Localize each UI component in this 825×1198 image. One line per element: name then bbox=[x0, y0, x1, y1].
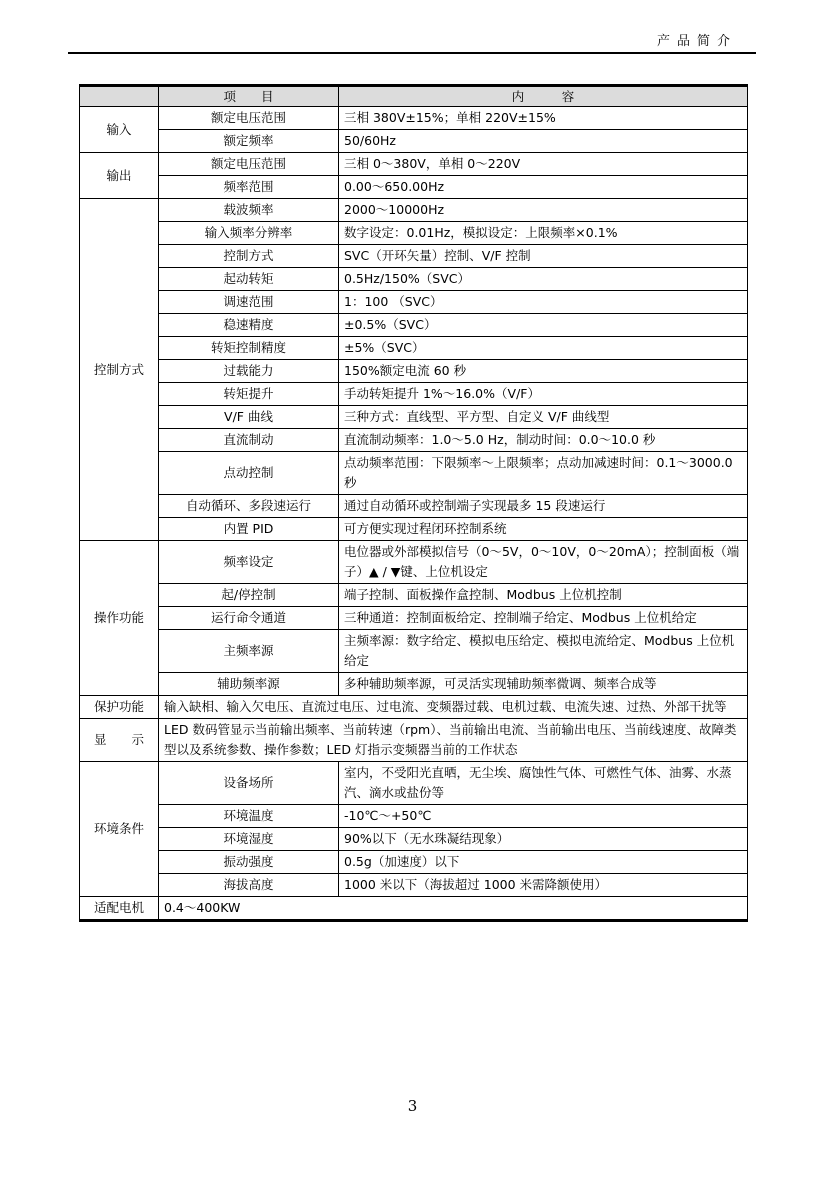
item-cell: 稳速精度 bbox=[159, 314, 339, 337]
item-cell: 起/停控制 bbox=[159, 584, 339, 607]
content-cell: 50/60Hz bbox=[339, 130, 748, 153]
content-cell: 主频率源：数字给定、模拟电压给定、模拟电流给定、Modbus 上位机给定 bbox=[339, 630, 748, 673]
table-row bbox=[80, 897, 748, 921]
item-cell: 辅助频率源 bbox=[159, 673, 339, 696]
content-cell: LED 数码管显示当前输出频率、当前转速（rpm）、当前输出电流、当前输出电压、当前线速度、故障类型以及系统参数、操作参数；LED 灯指示变频器当前的工作状态 bbox=[159, 719, 748, 762]
content-cell: 端子控制、面板操作盒控制、Modbus 上位机控制 bbox=[339, 584, 748, 607]
header-item-cell: 项 目 bbox=[159, 86, 339, 107]
table-row bbox=[80, 383, 748, 406]
item-cell: 载波频率 bbox=[159, 199, 339, 222]
item-cell: 输入频率分辨率 bbox=[159, 222, 339, 245]
item-cell: 海拔高度 bbox=[159, 874, 339, 897]
content-cell: 90%以下（无水珠凝结现象） bbox=[339, 828, 748, 851]
table-row bbox=[80, 673, 748, 696]
content-cell: 0.5Hz/150%（SVC） bbox=[339, 268, 748, 291]
item-cell: 内置 PID bbox=[159, 518, 339, 541]
content-cell: 150%额定电流 60 秒 bbox=[339, 360, 748, 383]
table-row bbox=[80, 584, 748, 607]
table-row bbox=[80, 199, 748, 222]
table-row bbox=[80, 719, 748, 762]
table-header-row bbox=[80, 86, 748, 107]
page-header-title: 产品简介 bbox=[656, 34, 737, 49]
table-row bbox=[80, 518, 748, 541]
table-row bbox=[80, 337, 748, 360]
item-cell: 控制方式 bbox=[159, 245, 339, 268]
content-cell: 三相 0～380V，单相 0～220V bbox=[339, 153, 748, 176]
content-cell: 电位器或外部模拟信号（0～5V，0～10V，0～20mA）；控制面板（端子）▲ / ▼键、上位机设定 bbox=[339, 541, 748, 584]
content-cell: 0.5g（加速度）以下 bbox=[339, 851, 748, 874]
table-row bbox=[80, 607, 748, 630]
category-cell: 显 示 bbox=[80, 719, 159, 762]
content-cell: 三种通道：控制面板给定、控制端子给定、Modbus 上位机给定 bbox=[339, 607, 748, 630]
content-cell: 1000 米以下（海拔超过 1000 米需降额使用） bbox=[339, 874, 748, 897]
item-cell: 自动循环、多段速运行 bbox=[159, 495, 339, 518]
category-cell: 操作功能 bbox=[80, 541, 159, 696]
table-row bbox=[80, 828, 748, 851]
table-row bbox=[80, 874, 748, 897]
content-cell: 0.00～650.00Hz bbox=[339, 176, 748, 199]
table-row bbox=[80, 429, 748, 452]
table-row bbox=[80, 176, 748, 199]
item-cell: 额定频率 bbox=[159, 130, 339, 153]
item-cell: 额定电压范围 bbox=[159, 153, 339, 176]
content-cell: 可方便实现过程闭环控制系统 bbox=[339, 518, 748, 541]
content-cell: 数字设定：0.01Hz，模拟设定：上限频率×0.1% bbox=[339, 222, 748, 245]
table-row bbox=[80, 107, 748, 130]
item-cell: 直流制动 bbox=[159, 429, 339, 452]
table-row bbox=[80, 406, 748, 429]
table-row bbox=[80, 805, 748, 828]
content-cell: ±5%（SVC） bbox=[339, 337, 748, 360]
content-cell: 直流制动频率：1.0～5.0 Hz，制动时间：0.0～10.0 秒 bbox=[339, 429, 748, 452]
category-cell: 环境条件 bbox=[80, 762, 159, 897]
table-row bbox=[80, 314, 748, 337]
content-cell: 输入缺相、输入欠电压、直流过电压、过电流、变频器过载、电机过载、电流失速、过热、外部干扰等 bbox=[159, 696, 748, 719]
content-cell: -10℃～+50℃ bbox=[339, 805, 748, 828]
item-cell: 点动控制 bbox=[159, 452, 339, 495]
item-cell: 频率设定 bbox=[159, 541, 339, 584]
table-row bbox=[80, 360, 748, 383]
table-row bbox=[80, 696, 748, 719]
table-row bbox=[80, 762, 748, 805]
category-cell: 输入 bbox=[80, 107, 159, 153]
content-cell: SVC（开环矢量）控制、V/F 控制 bbox=[339, 245, 748, 268]
item-cell: 起动转矩 bbox=[159, 268, 339, 291]
header-rule bbox=[68, 52, 756, 54]
table-row bbox=[80, 452, 748, 495]
item-cell: 转矩控制精度 bbox=[159, 337, 339, 360]
item-cell: 运行命令通道 bbox=[159, 607, 339, 630]
content-cell: 点动频率范围：下限频率～上限频率；点动加减速时间：0.1～3000.0 秒 bbox=[339, 452, 748, 495]
content-cell: 三相 380V±15%；单相 220V±15% bbox=[339, 107, 748, 130]
content-cell: 三种方式：直线型、平方型、自定义 V/F 曲线型 bbox=[339, 406, 748, 429]
content-cell: 1：100 （SVC） bbox=[339, 291, 748, 314]
item-cell: 额定电压范围 bbox=[159, 107, 339, 130]
item-cell: 主频率源 bbox=[159, 630, 339, 673]
item-cell: 转矩提升 bbox=[159, 383, 339, 406]
table-row bbox=[80, 153, 748, 176]
category-cell: 保护功能 bbox=[80, 696, 159, 719]
table-row bbox=[80, 495, 748, 518]
item-cell: 调速范围 bbox=[159, 291, 339, 314]
content-cell: 通过自动循环或控制端子实现最多 15 段速运行 bbox=[339, 495, 748, 518]
item-cell: 频率范围 bbox=[159, 176, 339, 199]
header-content-cell: 内 容 bbox=[339, 86, 748, 107]
item-cell: 环境湿度 bbox=[159, 828, 339, 851]
table-row bbox=[80, 268, 748, 291]
table-row bbox=[80, 291, 748, 314]
content-cell: 2000～10000Hz bbox=[339, 199, 748, 222]
item-cell: 过载能力 bbox=[159, 360, 339, 383]
item-cell: V/F 曲线 bbox=[159, 406, 339, 429]
item-cell: 环境温度 bbox=[159, 805, 339, 828]
item-cell: 设备场所 bbox=[159, 762, 339, 805]
category-cell: 输出 bbox=[80, 153, 159, 199]
table-row bbox=[80, 851, 748, 874]
category-cell: 控制方式 bbox=[80, 199, 159, 541]
content-cell: 0.4～400KW bbox=[159, 897, 748, 921]
table-row bbox=[80, 541, 748, 584]
spec-table bbox=[79, 84, 748, 922]
content-cell: ±0.5%（SVC） bbox=[339, 314, 748, 337]
content-cell: 手动转矩提升 1%～16.0%（V/F） bbox=[339, 383, 748, 406]
table-row bbox=[80, 130, 748, 153]
content-cell: 多种辅助频率源，可灵活实现辅助频率微调、频率合成等 bbox=[339, 673, 748, 696]
table-row bbox=[80, 245, 748, 268]
table-row bbox=[80, 630, 748, 673]
table-row bbox=[80, 222, 748, 245]
content-cell: 室内，不受阳光直晒，无尘埃、腐蚀性气体、可燃性气体、油雾、水蒸汽、滴水或盐份等 bbox=[339, 762, 748, 805]
category-cell: 适配电机 bbox=[80, 897, 159, 921]
header-cat-cell bbox=[80, 86, 159, 107]
page-number: 3 bbox=[407, 1097, 418, 1115]
item-cell: 振动强度 bbox=[159, 851, 339, 874]
